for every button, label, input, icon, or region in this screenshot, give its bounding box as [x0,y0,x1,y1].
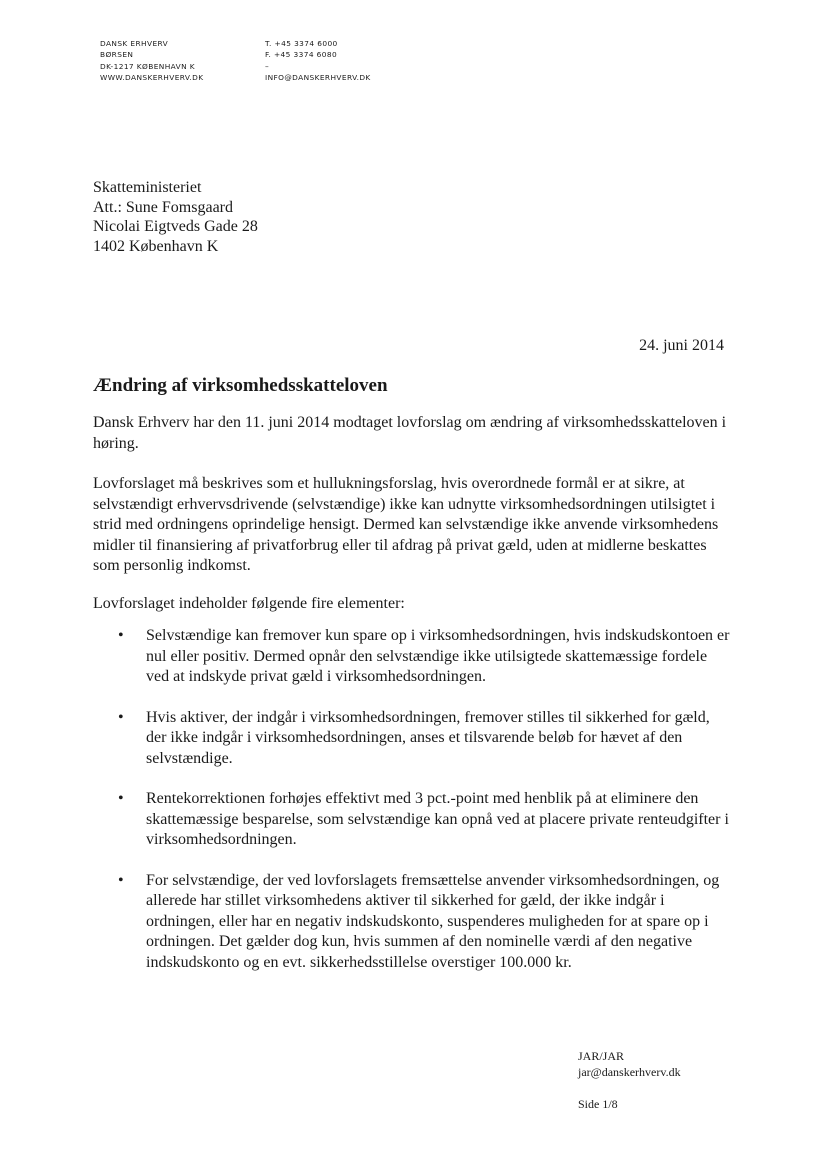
bullet-icon: • [118,627,124,644]
list-item-text: Hvis aktiver, der indgår i virksomhedsordningen, fremover stilles til sikkerhed for gæld, der ikke indgår i virksomhedsordningen, anses et tilsvarende beløb for hævet af den selvstændige. [146,708,710,767]
letterhead-company: DANSK ERHVERV [100,39,169,48]
paragraph-intro: Dansk Erhverv har den 11. juni 2014 modtaget lovforslag om ændring af virksomhedsskatteloven i høring. [93,414,727,452]
page-number: Side 1/8 [578,1097,618,1111]
letterhead-postal: DK-1217 KØBENHAVN K [100,61,196,71]
elements-list [93,626,733,993]
letterhead-phone: T. +45 3374 6000 [265,39,338,48]
letterhead-email: INFO@DANSKERHVERV.DK [265,73,371,83]
footer-email: jar@danskerhverv.dk [578,1065,681,1079]
letter-date: 24. juni 2014 [639,337,724,354]
letterhead-fax: F. +45 3374 6080 [265,50,338,60]
paragraph-summary: Lovforslaget må beskrives som et hullukningsforslag, hvis overordnede formål er at sikre, at selvstændigt erhvervsdrivende (selvstændige) ikke kan udnytte virksomhedsordningen utilsigtet i strid med ordningens oprindelige hensigt. Dermed kan selvstændige ikke anvende virksomhedens midler til finansiering af privatforbrug eller til afdrag på privat gæld, uden at midlerne beskattes som personlig indkomst. [93,475,719,574]
recipient-address [93,178,258,256]
letterhead-contact [265,38,371,84]
list-item-text: Selvstændige kan fremover kun spare op i virksomhedsordningen, hvis indskudskontoen er nul eller positiv. Dermed opnår den selvstændige ikke utilsigtede skattemæssige fordele ved at indskyde privat gæld i virksomhedsordningen. [146,627,730,685]
list-item [93,789,733,851]
recipient-city: 1402 København K [93,237,219,255]
list-item [93,626,733,688]
recipient-street: Nicolai Eigtveds Gade 28 [93,218,258,235]
letterhead-website: WWW.DANSKERHVERV.DK [100,73,204,83]
bullet-icon: • [118,708,124,726]
recipient-org: Skatteministeriet [93,179,202,196]
paragraph-elements-lead: Lovforslaget indeholder følgende fire elementer: [93,595,405,612]
letterhead-address [100,38,204,84]
letterhead-dash: – [265,61,270,71]
list-item-text: For selvstændige, der ved lovforslagets fremsættelse anvender virksomhedsordningen, og allerede har stillet virksomhedens aktiver til sikkerhed for gæld, der ikke indgår i ordningen, eller har en negativ indskudskonto, suspenderes muligheden for at spare op i ordningen. Det gælder dog kun, hvis summen af den nominelle værdi af den negative indskudskonto og en evt. sikkerhedsstillelse overstiger 100.000 kr. [146,871,720,971]
letterhead-building: BØRSEN [100,50,134,60]
letter-title: Ændring af virksomhedsskatteloven [93,375,388,396]
recipient-attention: Att.: Sune Fomsgaard [93,198,233,216]
bullet-icon: • [118,790,124,807]
bullet-icon: • [118,871,124,889]
list-item [93,708,733,770]
list-item [93,871,733,974]
list-item-text: Rentekorrektionen forhøjes effektivt med 3 pct.-point med henblik på at eliminere den skattemæssige besparelse, som selvstændige kan opnå ved at placere private renteudgifter i virksomhedsordningen. [146,790,729,848]
footer-initials: JAR/JAR [578,1049,625,1063]
